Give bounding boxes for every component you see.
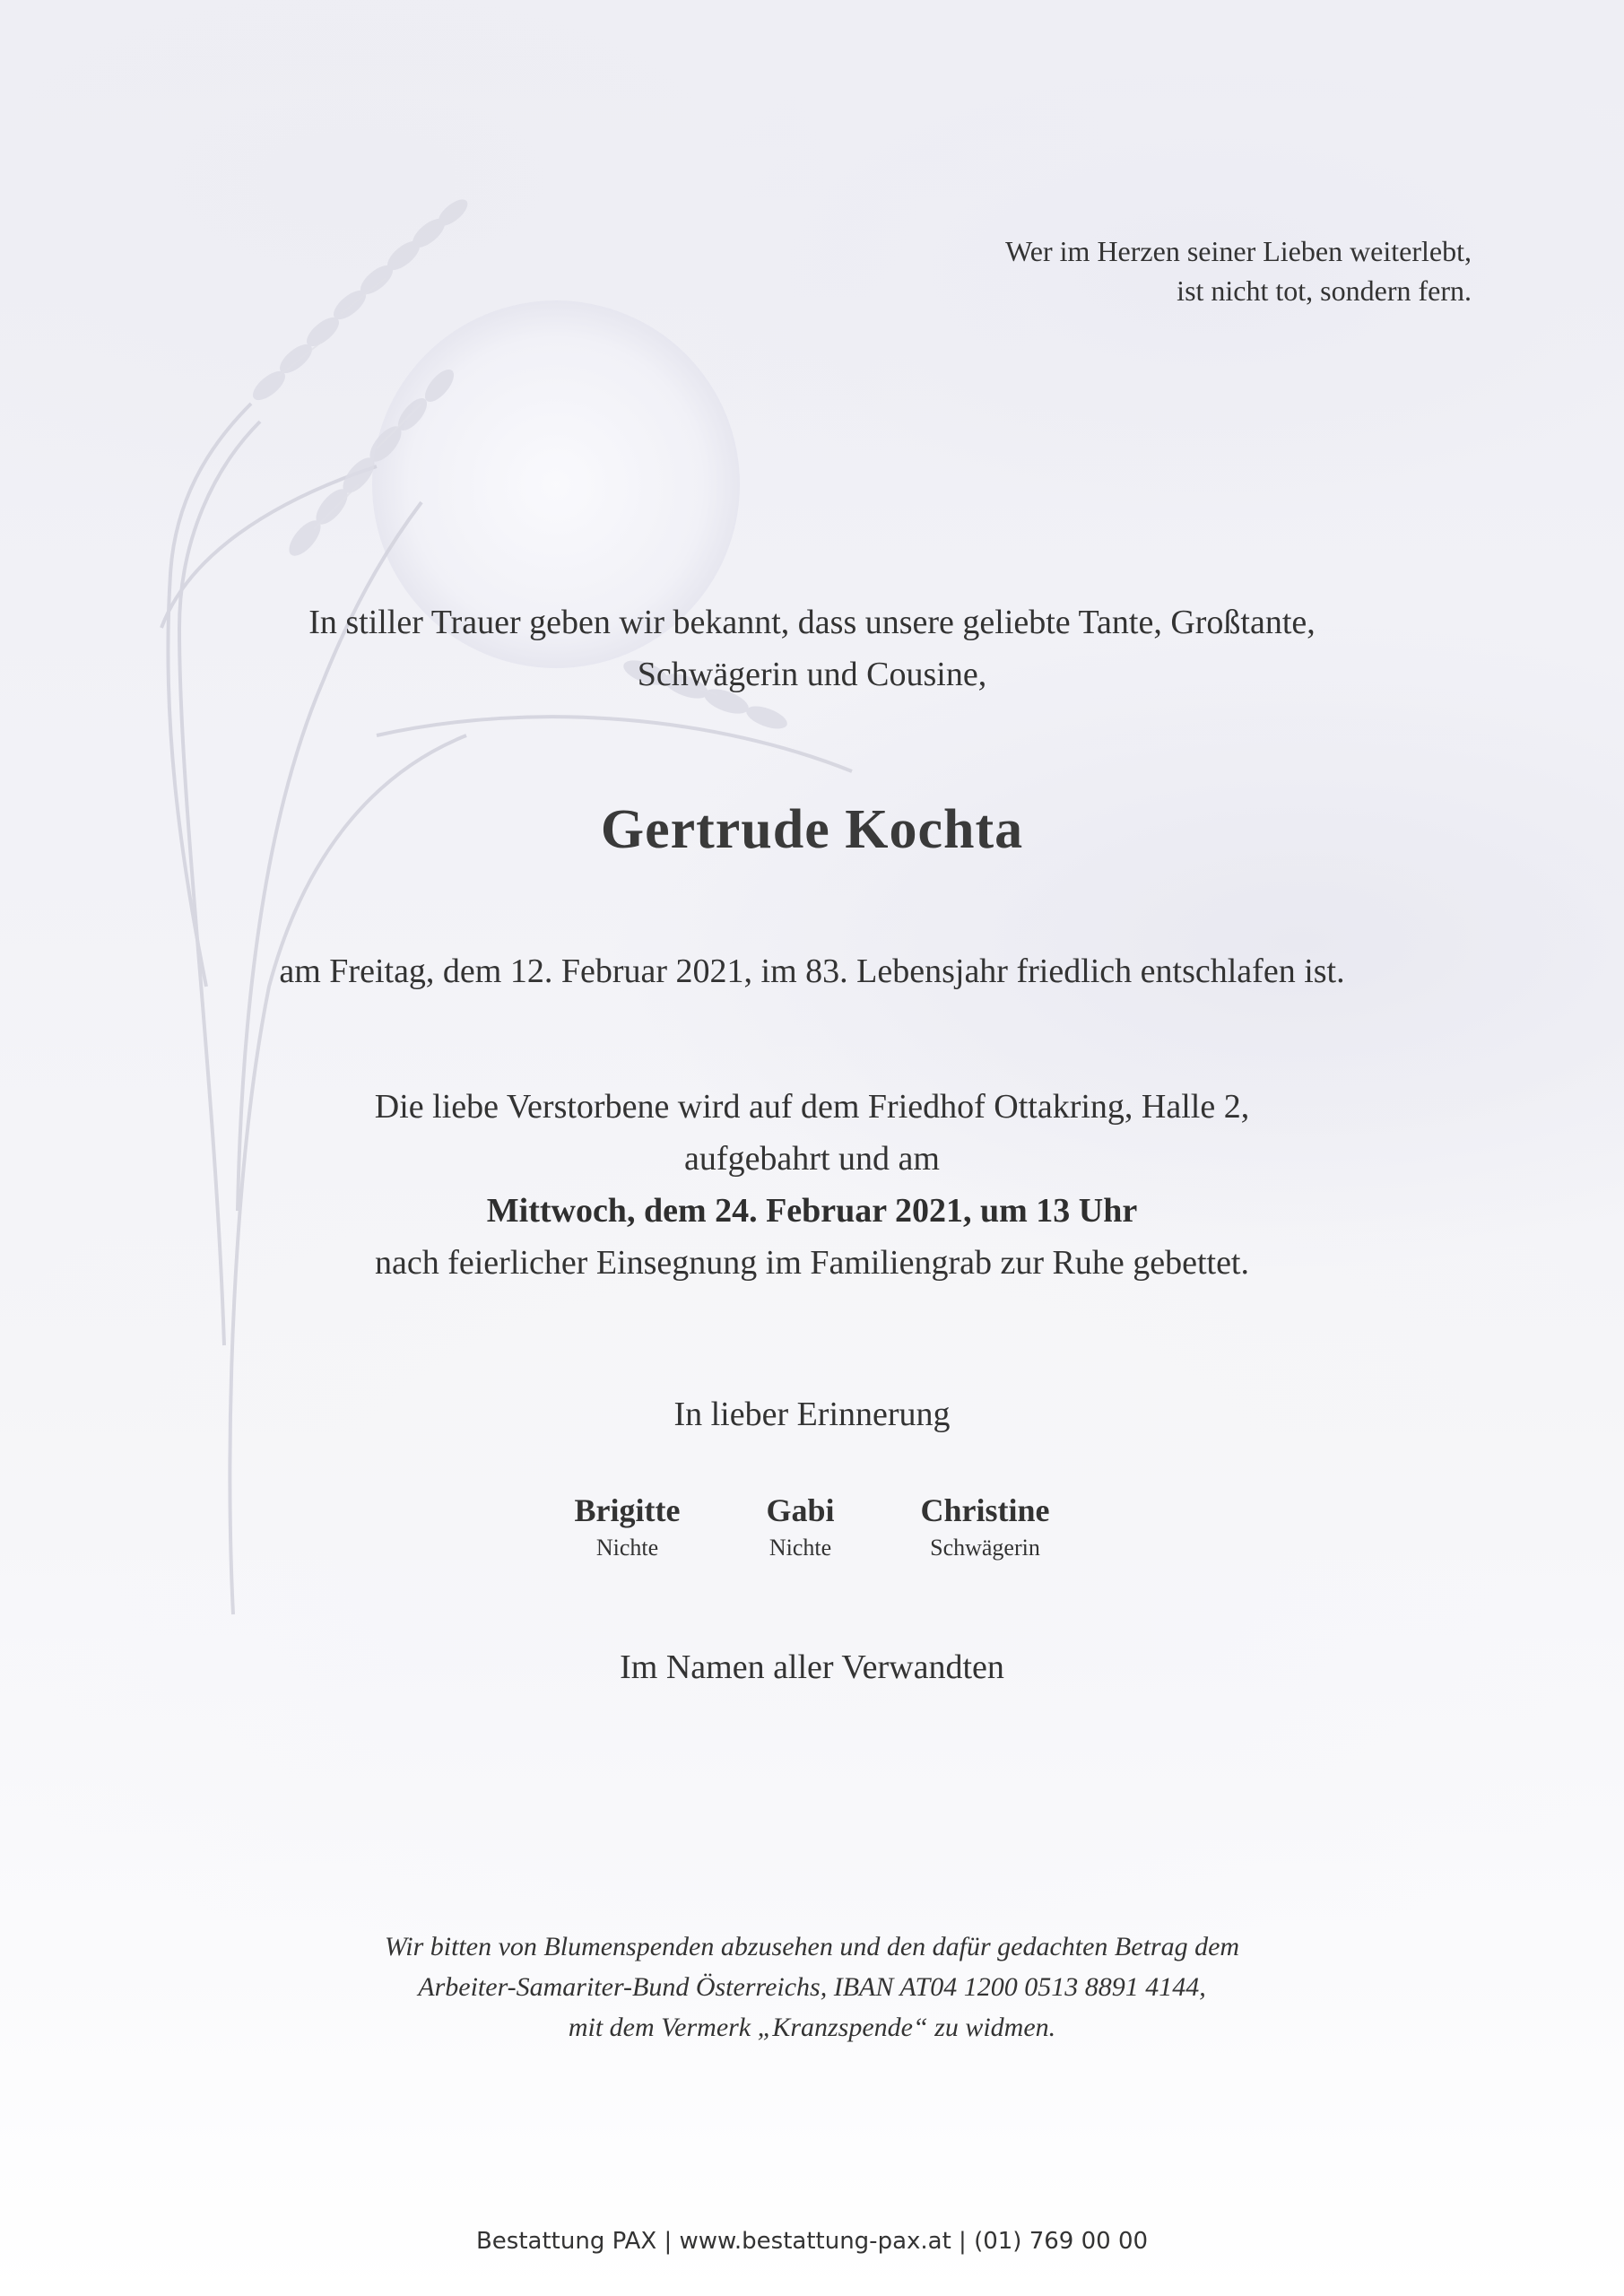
death-notice: am Freitag, dem 12. Februar 2021, im 83. Lebensjahr friedlich entschlafen ist.: [279, 952, 1345, 990]
donation-line-1: Wir bitten von Blumenspenden abzusehen und den dafür gedachten Betrag dem: [384, 1932, 1240, 1961]
funeral-line-4: nach feierlicher Einsegnung im Familiengrab zur Ruhe gebettet.: [375, 1244, 1249, 1282]
quote-line-1: Wer im Herzen seiner Lieben weiterlebt,: [1005, 235, 1472, 267]
announcement: [0, 596, 1624, 700]
announcement-line-1: In stiller Trauer geben wir bekannt, dass unsere geliebte Tante, Großtante,: [308, 604, 1316, 641]
signer-role: Nichte: [595, 1535, 659, 1561]
deceased-name: Gertrude Kochta: [600, 799, 1024, 860]
announcement-line-2: Schwägerin und Cousine,: [637, 656, 987, 693]
quote-line-2: ist nicht tot, sondern fern.: [1177, 274, 1472, 307]
donation-line-2: Arbeiter-Samariter-Bund Österreichs, IBAN AT04 1200 0513 8891 4144,: [418, 1972, 1206, 2002]
memory-heading: In lieber Erinnerung: [673, 1396, 951, 1433]
signer-role: Schwägerin: [930, 1535, 1040, 1561]
signer-role: Nichte: [769, 1535, 832, 1561]
signer-name: Gabi: [766, 1492, 835, 1528]
signers-list: [0, 1489, 1624, 1564]
signer: [766, 1489, 834, 1564]
funeral-date: Mittwoch, dem 24. Februar 2021, um 13 Uhr: [486, 1192, 1138, 1230]
funeral-line-2: aufgebahrt und am: [684, 1140, 940, 1178]
signer: [920, 1489, 1049, 1564]
funeral-details: [0, 1081, 1624, 1289]
signer-name: Brigitte: [574, 1492, 681, 1528]
relatives-line: Im Namen aller Verwandten: [620, 1648, 1004, 1686]
donation-request: [0, 1926, 1624, 2048]
funeral-home-footer: Bestattung PAX | www.bestattung-pax.at | (01) 769 00 00: [475, 2228, 1149, 2255]
funeral-line-1: Die liebe Verstorbene wird auf dem Friedhof Ottakring, Halle 2,: [374, 1088, 1250, 1126]
donation-line-3: mit dem Vermerk „Kranzspende“ zu widmen.: [568, 2013, 1056, 2042]
epitaph-quote: [1005, 231, 1472, 310]
signer: [575, 1489, 681, 1564]
signer-name: Christine: [920, 1492, 1050, 1528]
